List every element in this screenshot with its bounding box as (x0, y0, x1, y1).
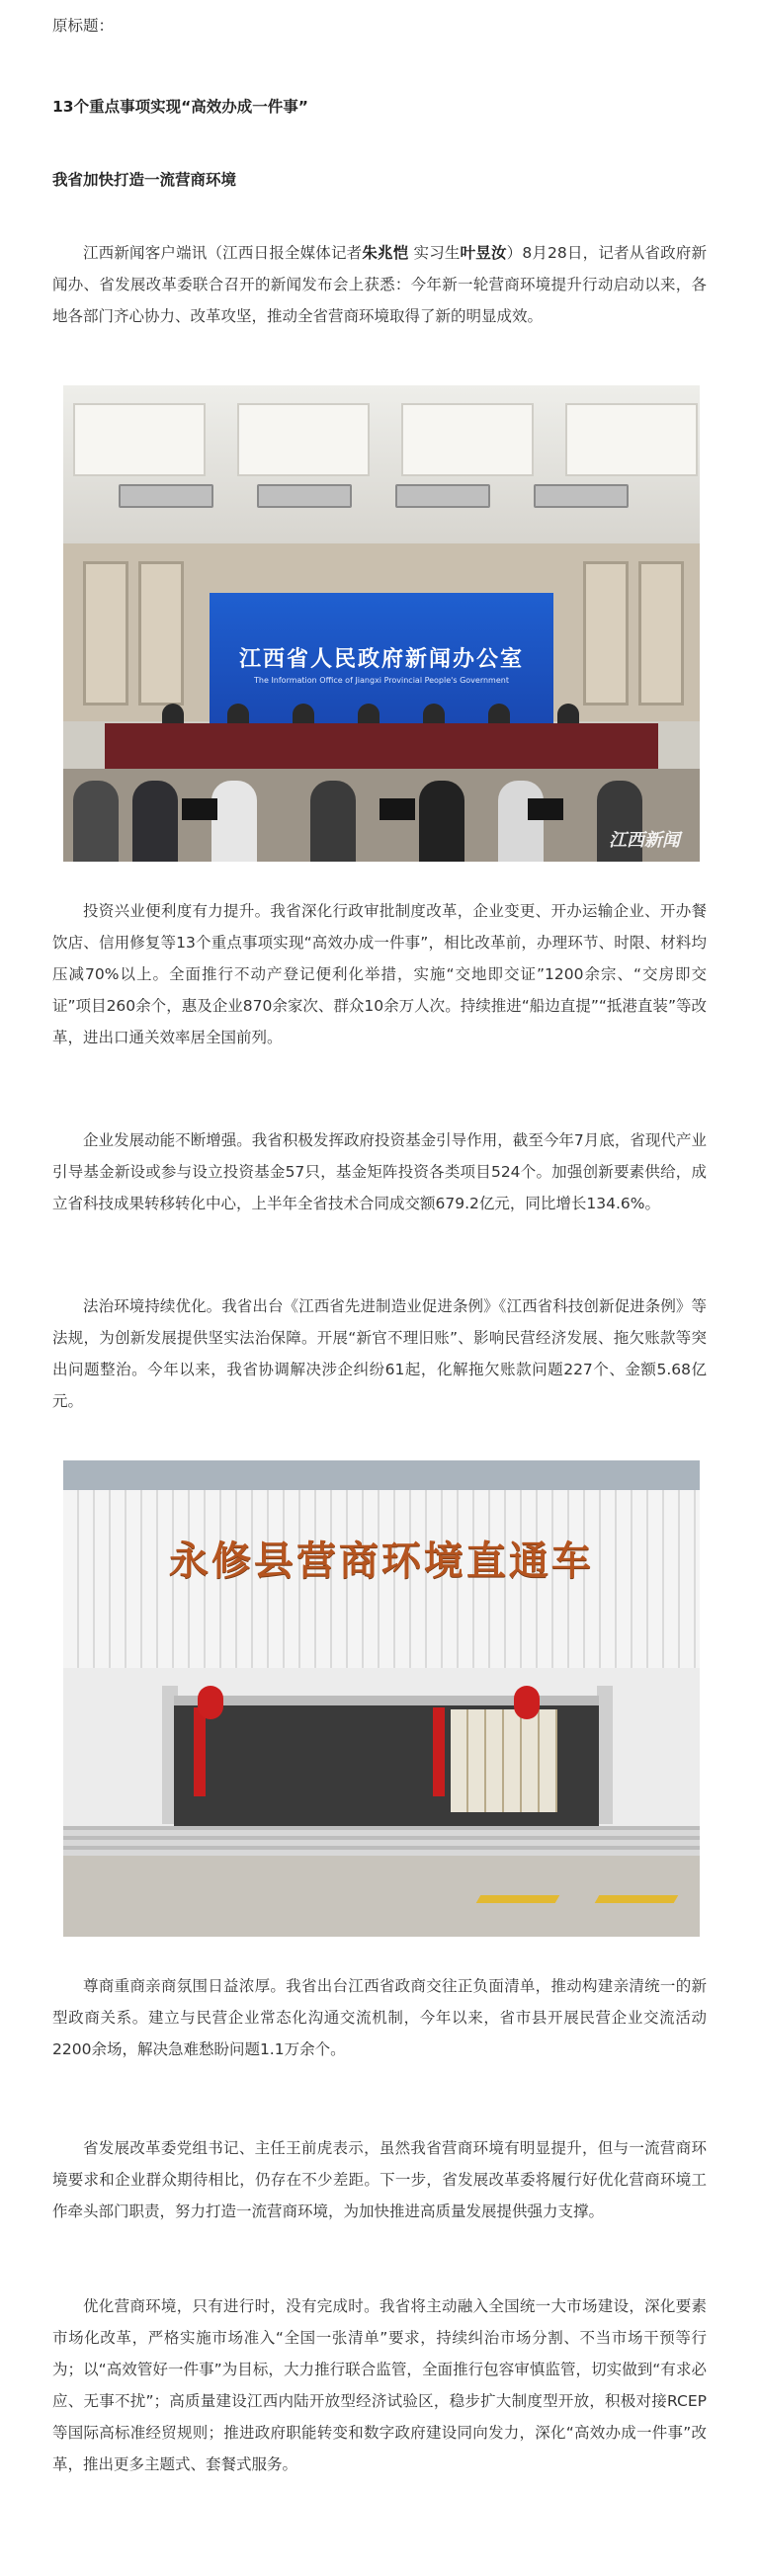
screen-title: 江西省人民政府新闻办公室 (238, 647, 524, 672)
paragraph-official-statement: 省发展改革委党组书记、主任王前虎表示，虽然我省营商环境有明显提升，但与一流营商环境要求和企业群众期待相比，仍存在不少差距。下一步，省发展改革委将履行好优化营商环境工作牵头部门职责，努力打造一流营商环境，为加快推进高质量发展提供强力支撑。 (52, 2139, 707, 2220)
screen-subtitle: The Information Office of Jiangxi Provincial People's Government (254, 676, 509, 685)
paragraph-enterprise: 企业发展动能不断增强。我省积极发挥政府投资基金引导作用，截至今年7月底，省现代产业引导基金新设或参与设立投资基金57只，基金矩阵投资各类项目524个。加强创新要素供给，成立省科技成果转移转化中心，上半年全省技术合同成交额679.2亿元，同比增长134.6%。 (52, 1131, 707, 1212)
podium (105, 723, 658, 769)
original-title-label: 原标题： (52, 17, 115, 35)
subheadline: 我省加快打造一流营商环境 (52, 171, 237, 189)
paragraph-investment: 投资兴业便利度有力提升。我省深化行政审批制度改革，企业变更、开办运输企业、开办餐饮店、信用修复等13个重点事项实现“高效办成一件事”，相比改革前，办理环节、时限、材料均压减70%以上。全面推行不动产登记便利化举措，实施“交地即交证”1200余宗、“交房即交证”项目260余个，惠及企业870余家次、群众10余万人次。持续推进“船边直提”“抵港直装”等改革，进出口通关效率居全国前列。 (52, 902, 707, 1046)
building-sign: 永修县营商环境直通车 (169, 1538, 594, 1584)
intro-text-a: 江西新闻客户端讯（江西日报全媒体记者 (83, 244, 363, 262)
building-photo (63, 1460, 700, 1937)
paragraph-business-relations: 尊商重商亲商氛围日益浓厚。我省出台江西省政商交往正负面清单，推动构建亲清统一的新型政商关系。建立与民营企业常态化沟通交流机制，今年以来，省市县开展民营企业交流活动2200余场，解决急难愁盼问题1.1万余个。 (52, 1977, 707, 2058)
news-watermark: 江西新闻 (609, 830, 680, 851)
reporter-name: 朱兆恺 (362, 244, 409, 262)
paragraph-intro (52, 237, 707, 332)
intro-text-c: ）8月28日，记者从省政府新闻办、省发展改革委联合召开的新闻发布会上获悉：今年新一轮营商环境提升行动启动以来，各地各部门齐心协力、改革攻坚，推动全省营商环境取得了新的明显成效。 (52, 244, 707, 325)
press-conference-photo (63, 385, 700, 862)
headline: 13个重点事项实现“高效办成一件事” (52, 98, 308, 116)
paragraph-legal: 法治环境持续优化。我省出台《江西省先进制造业促进条例》《江西省科技创新促进条例》等法规，为创新发展提供坚实法治保障。开展“新官不理旧账”、影响民营经济发展、拖欠账款等突出问题整治。今年以来，我省协调解决涉企纠纷61起，化解拖欠账款问题227个、金额5.68亿元。 (52, 1297, 707, 1410)
intern-name: 叶昱汝 (460, 244, 507, 262)
paragraph-next-steps: 优化营商环境，只有进行时，没有完成时。我省将主动融入全国统一大市场建设，深化要素市场化改革，严格实施市场准入“全国一张清单”要求，持续纠治市场分割、不当市场干预等行为；以“高效管好一件事”为目标，大力推行联合监管，全面推行包容审慎监管，切实做到“有求必应、无事不扰”；高质量建设江西内陆开放型经济试验区，稳步扩大制度型开放，积极对接RCEP等国际高标准经贸规则；推进政府职能转变和数字政府建设同向发力，深化“高效办成一件事”改革，推出更多主题式、套餐式服务。 (52, 2297, 707, 2473)
intro-text-b: 实习生 (408, 244, 461, 262)
